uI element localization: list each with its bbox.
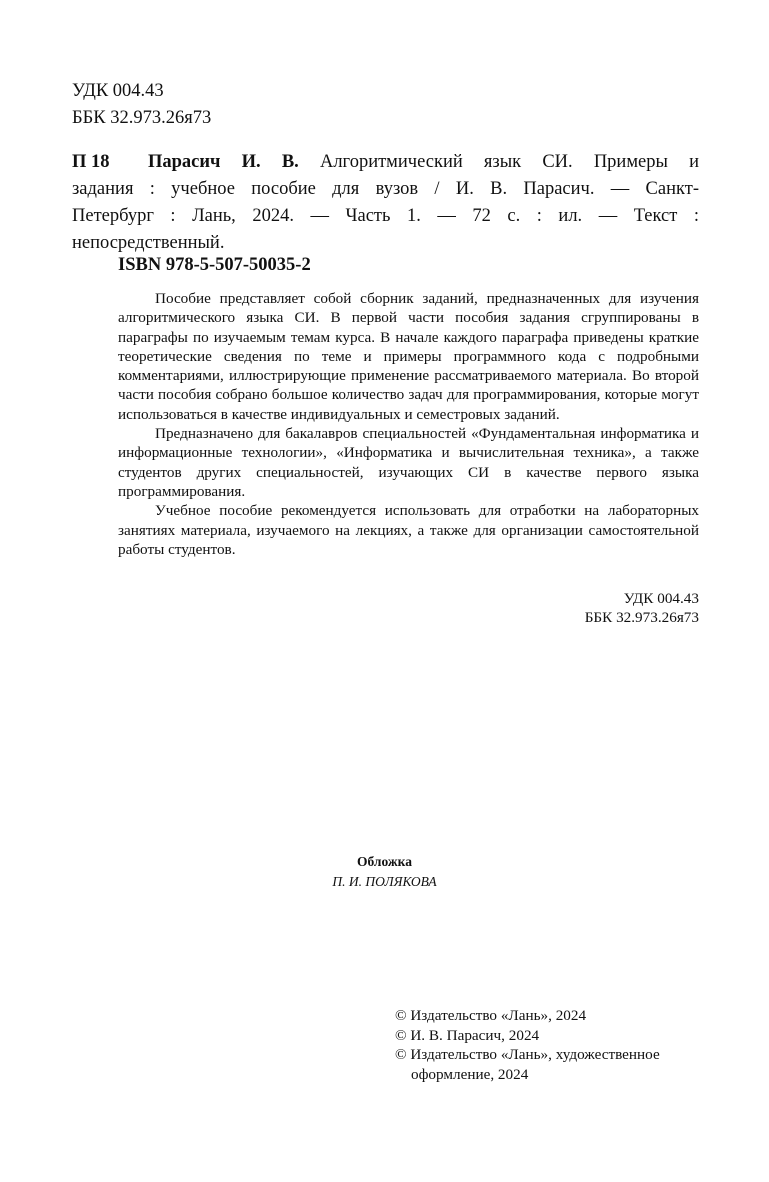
udk-code: УДК 004.43 (72, 81, 164, 101)
annotation-paragraph: Пособие представляет собой сборник заданий, предназначенных для изучения алгоритмического языка СИ. В первой части пособия задания сгруппированы в параграфы по изучаемым темам курса. В начале каждого параграфа приведены краткие теоретические сведения по теме и примеры программного кода с подробными комментариями, иллюстрирующие применение рассматриваемого материала. Во второй части пособия собрано большое количество задач для программирования, которые могут использоваться в качестве индивидуальных и семестровых заданий. (118, 290, 699, 423)
isbn: ISBN 978-5-507-50035-2 (118, 255, 311, 275)
bibliographic-line: непосредственный. (72, 233, 225, 253)
title-text: Алгоритмический язык СИ. Примеры и (319, 152, 699, 172)
classification-footer (585, 589, 699, 628)
cover-artist: П. И. ПОЛЯКОВА (332, 874, 437, 889)
annotation-paragraph: Учебное пособие рекомендуется использовать для отработки на лабораторных занятиях материала, изучаемого на лекциях, а также для организации самостоятельной работы студентов. (118, 502, 699, 558)
bbk-code: ББК 32.973.26я73 (72, 108, 212, 128)
copyright-line: © Издательство «Лань», 2024 (395, 1007, 587, 1024)
copyright-block (395, 1006, 660, 1084)
bibliographic-record (72, 149, 699, 257)
annotation (118, 289, 699, 559)
annotation-paragraph: Предназначено для бакалавров специальностей «Фундаментальная информатика и информационные технологии», «Информатика и вычислительная техника», а также студентов других специальностей, изучающих СИ в качестве первого языка программирования. (118, 425, 699, 500)
author-name: Парасич И. В. (148, 152, 299, 172)
bibliographic-line: задания : учебное пособие для вузов / И. В. Парасич. — Санкт- (72, 179, 699, 199)
bbk-code: ББК 32.973.26я73 (584, 609, 699, 627)
cover-credit (0, 852, 769, 892)
cover-label: Обложка (356, 854, 412, 869)
bibliographic-line: Петербург : Лань, 2024. — Часть 1. — 72 с. : ил. — Текст : (72, 206, 699, 226)
bibliographic-line (148, 149, 699, 176)
copyright-line: © И. В. Парасич, 2024 (395, 1026, 540, 1044)
udk-code: УДК 004.43 (623, 590, 699, 607)
copyright-line: © Издательство «Лань», художественное (395, 1046, 660, 1064)
classification-header (72, 78, 211, 132)
author-sign: П 18 (72, 152, 110, 172)
copyright-line: оформление, 2024 (411, 1065, 529, 1083)
